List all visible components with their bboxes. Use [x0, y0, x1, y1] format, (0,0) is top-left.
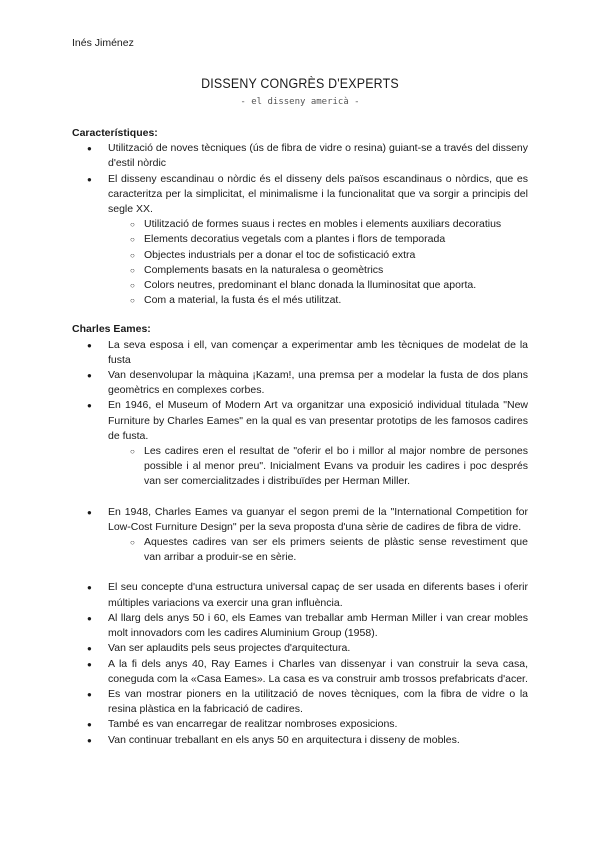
eames-list [72, 338, 528, 490]
eames-sublist-2 [108, 535, 528, 565]
sub-list-item: ○ Les cadires eren el resultat de "oferir el bo i millor al major nombre de persones possible i al menor preu". Inicialment Evans va produir les cadires i poc després van ser comercialitzades i distribuïdes per Herman Miller. [108, 444, 528, 490]
list-item: ● Es van mostrar pioners en la utilització de noves tècniques, com la fibra de vidre o la resina plàstica en la fabricació de cadires. [72, 687, 528, 717]
list-item: ● Al llarg dels anys 50 i 60, els Eames van treballar amb Herman Miller i van crear mobles molt innovadors com les cadires Aluminium Group (1958). [72, 611, 528, 641]
list-item-text: El disseny escandinau o nòrdic és el disseny dels països escandinaus o nòrdics, que es caracteritza per la simplicitat, el minimalisme i la funcionalitat que va sorgir a principis del segle XX. [108, 172, 528, 216]
list-item: ● A la fi dels anys 40, Ray Eames i Charles van dissenyar i van construir la seva casa, coneguda com la «Casa Eames». La casa es va construir amb trossos prefabricats d'acer. [72, 657, 528, 687]
sub-list-item: ○ Colors neutres, predominant el blanc donada la lluminositat que aporta. [108, 278, 528, 293]
section-title-characteristics: Característiques: [72, 127, 158, 139]
characteristics-list [72, 141, 528, 308]
sub-list-item: ○ Elements decoratius vegetals com a plantes i flors de temporada [108, 232, 528, 247]
list-item: ● El seu concepte d'una estructura universal capaç de ser usada en diferents bases i oferir múltiples variacions va exercir una gran influència. [72, 580, 528, 610]
list-item-text: En 1946, el Museum of Modern Art va organitzar una exposició individual titulada "New Furniture by Charles Eames" en la qual es van presentar prototips de les famosos cadires de fusta. [108, 399, 528, 442]
sub-list-item: ○ Aquestes cadires van ser els primers seients de plàstic sense revestiment que van arribar a produir-se en sèrie. [108, 535, 528, 565]
list-item [72, 172, 528, 309]
list-item-text: En 1948, Charles Eames va guanyar el segon premi de la "International Competition for Low-Cost Furniture Design" per la seva proposta d'una sèrie de cadires de fibra de vidre. [108, 505, 528, 533]
page-subtitle: - el disseny americà - [240, 97, 360, 107]
sub-list-item: ○ Com a material, la fusta és el més utilitzat. [108, 293, 528, 308]
list-item: ● Utilització de noves tècniques (ús de fibra de vidre o resina) guiant-se a través del disseny d'estil nòrdic [72, 141, 528, 171]
author-name: Inés Jiménez [72, 37, 134, 49]
sub-list-item: ○ Objectes industrials per a donar el toc de sofisticació extra [108, 248, 528, 263]
list-item [72, 505, 528, 566]
list-item: ● També es van encarregar de realitzar nombroses exposicions. [72, 717, 528, 732]
sub-list-item: ○ Utilització de formes suaus i rectes en mobles i elements auxiliars decoratius [108, 217, 528, 232]
eames-sublist-1 [108, 444, 528, 490]
list-item [72, 398, 528, 489]
page-title: DISSENY CONGRÈS D'EXPERTS [201, 76, 399, 91]
eames-list-final [72, 580, 528, 747]
document-body [72, 126, 528, 748]
eames-list-continued [72, 505, 528, 566]
list-item: ● Van continuar treballant en els anys 50 en arquitectura i disseny de mobles. [72, 733, 528, 748]
list-item: ● Van ser aplaudits pels seus projectes d'arquitectura. [72, 641, 528, 656]
sub-list-item: ○ Complements basats en la naturalesa o geomètrics [108, 263, 528, 278]
section-title-eames: Charles Eames: [72, 323, 151, 336]
list-item: ● Van desenvolupar la màquina ¡Kazam!, una premsa per a modelar la fusta de dos plans geomètrics en complexes corbes. [72, 368, 528, 398]
nordic-sublist [108, 217, 528, 308]
list-item: ● La seva esposa i ell, van començar a experimentar amb les tècniques de modelat de la fusta [72, 338, 528, 368]
